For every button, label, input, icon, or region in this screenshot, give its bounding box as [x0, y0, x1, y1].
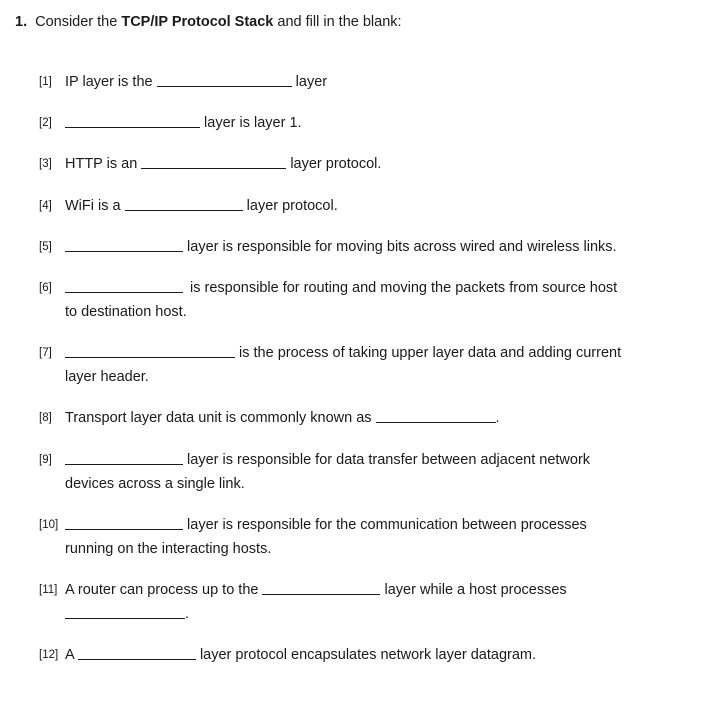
blank-11a[interactable]: [262, 582, 380, 595]
item-number: [12]: [39, 649, 59, 661]
fill-item-4: [39, 198, 338, 214]
item-text: layer is layer 1.: [204, 115, 302, 131]
item-number: [5]: [39, 241, 52, 253]
blank-6[interactable]: [65, 280, 183, 293]
blank-11b[interactable]: [65, 606, 185, 619]
blank-7[interactable]: [65, 345, 235, 358]
item-text: HTTP is an: [65, 156, 138, 172]
fill-item-6: [39, 280, 617, 296]
item-text: layer while a host processes: [384, 582, 567, 598]
item-number: [1]: [39, 76, 52, 88]
item-10-continuation: running on the interacting hosts.: [65, 541, 272, 557]
item-text: is the process of taking upper layer data and adding current: [239, 345, 622, 361]
blank-9[interactable]: [65, 452, 183, 465]
fill-item-5: [39, 239, 617, 255]
item-text: IP layer is the: [65, 74, 153, 90]
item-text: layer protocol encapsulates network layer datagram.: [199, 647, 537, 663]
item-number: [9]: [39, 454, 52, 466]
item-text: Transport layer data unit is commonly known as: [65, 410, 372, 426]
item-text: layer: [295, 74, 328, 90]
question-title: [15, 14, 402, 30]
fill-item-10: [39, 517, 587, 533]
item-text: layer protocol.: [246, 198, 338, 214]
item-text: is responsible for routing and moving the packets from source host: [190, 280, 618, 296]
fill-item-8: [39, 410, 500, 426]
fill-item-9: [39, 452, 590, 468]
item-text: WiFi is a: [65, 198, 121, 214]
item-number: [6]: [39, 282, 52, 294]
blank-8[interactable]: [376, 410, 496, 423]
item-6-continuation: to destination host.: [65, 304, 187, 320]
blank-12[interactable]: [78, 647, 196, 660]
item-text: A: [65, 647, 74, 663]
item-text: .: [185, 606, 190, 622]
fill-item-3: [39, 156, 381, 172]
blank-3[interactable]: [141, 156, 286, 169]
question-bold-topic: TCP/IP Protocol Stack: [121, 14, 274, 30]
blank-5[interactable]: [65, 239, 183, 252]
item-7-continuation: layer header.: [65, 369, 149, 385]
fill-item-12: [39, 647, 536, 663]
question-text-before: Consider the: [35, 14, 122, 30]
item-text: layer is responsible for the communication between processes: [187, 517, 587, 533]
blank-2[interactable]: [65, 115, 200, 128]
item-number: [3]: [39, 158, 52, 170]
item-text: layer is responsible for moving bits across wired and wireless links.: [187, 239, 617, 255]
item-text: A router can process up to the: [65, 582, 259, 598]
item-number: [4]: [39, 200, 52, 212]
blank-10[interactable]: [65, 517, 183, 530]
item-number: [8]: [39, 412, 52, 424]
fill-item-11: [39, 582, 567, 598]
item-9-continuation: devices across a single link.: [65, 476, 245, 492]
fill-item-2: [39, 115, 302, 131]
blank-4[interactable]: [125, 198, 243, 211]
fill-item-7: [39, 345, 621, 361]
item-text: layer protocol.: [290, 156, 382, 172]
question-number: 1.: [15, 14, 28, 30]
item-11-continuation: [65, 606, 189, 622]
question-text-after: and fill in the blank:: [273, 14, 402, 30]
item-text: .: [495, 410, 500, 426]
item-number: [10]: [39, 519, 59, 531]
blank-1[interactable]: [157, 74, 292, 87]
fill-item-1: [39, 74, 327, 90]
item-number: [7]: [39, 347, 52, 359]
item-text: layer is responsible for data transfer between adjacent network: [187, 452, 591, 468]
item-number: [2]: [39, 117, 52, 129]
item-number: [11]: [39, 584, 58, 596]
